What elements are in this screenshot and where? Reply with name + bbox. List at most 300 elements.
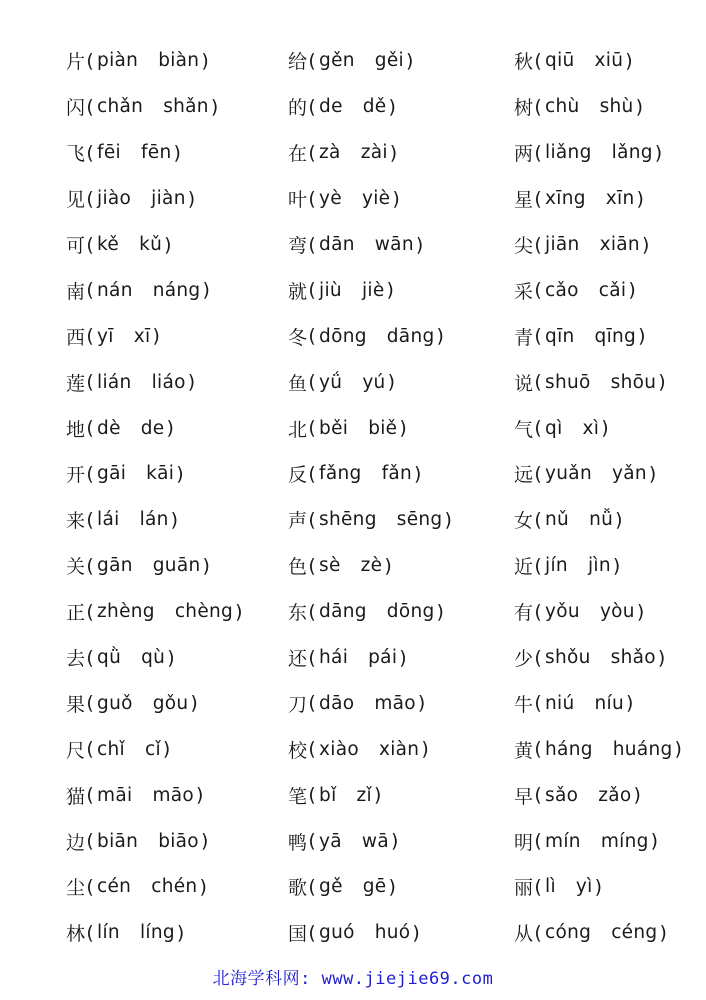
close-paren: ) (176, 921, 185, 944)
hanzi-character: 片 (66, 51, 86, 74)
pinyin-entry (288, 313, 452, 359)
hanzi-character: 还 (288, 648, 308, 671)
pinyin-entry (66, 680, 243, 726)
hanzi-character: 采 (514, 280, 534, 303)
open-paren: ( (86, 95, 95, 118)
pinyin-option-a: lì (545, 876, 556, 898)
pinyin-option-a: xīng (545, 188, 586, 210)
close-paren: ) (173, 141, 182, 164)
pinyin-option-a: fēi (97, 142, 121, 164)
pinyin-option-b: yú (362, 371, 386, 393)
pinyin-entry (66, 910, 243, 956)
pinyin-option-a: lián (97, 371, 132, 393)
pinyin-option-b: dōng (386, 601, 435, 623)
pinyin-option-a: chǐ (97, 738, 125, 760)
pinyin-option-a: yuǎn (545, 463, 592, 485)
pinyin-option-a: hái (319, 647, 349, 669)
hanzi-character: 早 (514, 785, 534, 808)
pinyin-option-b: gǒu (152, 692, 189, 714)
pinyin-option-a: shuō (545, 371, 591, 393)
open-paren: ( (308, 462, 317, 485)
hanzi-character: 星 (514, 189, 534, 212)
close-paren: ) (170, 508, 179, 531)
hanzi-character: 给 (288, 51, 308, 74)
close-paren: ) (657, 646, 666, 669)
close-paren: ) (210, 95, 219, 118)
close-paren: ) (636, 600, 645, 623)
pinyin-option-b: xī (133, 325, 151, 347)
pinyin-option-a: cóng (545, 922, 592, 944)
pinyin-entry (288, 772, 452, 818)
hanzi-character: 气 (514, 418, 534, 441)
pinyin-option-b: zài (360, 142, 388, 164)
pinyin-entry (66, 589, 243, 635)
pinyin-option-b: qīng (594, 325, 637, 347)
pinyin-option-b: xì (582, 417, 600, 439)
pinyin-option-b: náng (152, 279, 201, 301)
pinyin-entry (66, 176, 243, 222)
hanzi-character: 的 (288, 97, 308, 120)
pinyin-entry (514, 359, 682, 405)
close-paren: ) (387, 371, 396, 394)
pinyin-entry (288, 359, 452, 405)
open-paren: ( (308, 141, 317, 164)
open-paren: ( (534, 875, 543, 898)
close-paren: ) (392, 187, 401, 210)
pinyin-option-b: cǎi (598, 279, 627, 301)
close-paren: ) (388, 875, 397, 898)
pinyin-option-a: běi (319, 417, 349, 439)
open-paren: ( (308, 95, 317, 118)
pinyin-entry (288, 497, 452, 543)
close-paren: ) (659, 921, 668, 944)
close-paren: ) (389, 141, 398, 164)
close-paren: ) (636, 187, 645, 210)
hanzi-character: 笔 (288, 785, 308, 808)
pinyin-option-b: níu (594, 692, 625, 714)
pinyin-entry (66, 543, 243, 589)
open-paren: ( (86, 49, 95, 72)
open-paren: ( (534, 784, 543, 807)
open-paren: ( (308, 784, 317, 807)
open-paren: ( (308, 233, 317, 256)
pinyin-option-a: yǘ (319, 371, 343, 393)
open-paren: ( (86, 508, 95, 531)
hanzi-character: 秋 (514, 51, 534, 74)
open-paren: ( (308, 600, 317, 623)
close-paren: ) (384, 554, 393, 577)
open-paren: ( (308, 692, 317, 715)
close-paren: ) (412, 921, 421, 944)
close-paren: ) (202, 554, 211, 577)
pinyin-option-a: jiào (97, 188, 132, 210)
hanzi-character: 东 (288, 602, 308, 625)
pinyin-entry (514, 680, 682, 726)
pinyin-option-b: kāi (146, 463, 175, 485)
pinyin-option-b: dě (362, 96, 387, 118)
pinyin-entry (66, 864, 243, 910)
pinyin-entry (514, 635, 682, 681)
hanzi-character: 声 (288, 510, 308, 533)
pinyin-entry (288, 405, 452, 451)
pinyin-option-b: dāng (386, 325, 435, 347)
pinyin-option-b: nǚ (589, 509, 614, 531)
close-paren: ) (654, 141, 663, 164)
close-paren: ) (399, 417, 408, 440)
pinyin-option-b: céng (611, 922, 658, 944)
hanzi-character: 有 (514, 602, 534, 625)
open-paren: ( (534, 921, 543, 944)
hanzi-character: 边 (66, 831, 86, 854)
close-paren: ) (615, 508, 623, 531)
pinyin-option-a: gān (97, 555, 133, 577)
pinyin-entry (514, 38, 682, 84)
pinyin-option-b: jiàn (151, 188, 186, 210)
pinyin-option-a: fǎng (319, 463, 362, 485)
pinyin-option-a: sǎo (545, 784, 579, 806)
open-paren: ( (308, 371, 317, 394)
hanzi-character: 闪 (66, 97, 86, 120)
open-paren: ( (534, 233, 543, 256)
hanzi-character: 色 (288, 556, 308, 579)
pinyin-option-b: yì (575, 876, 593, 898)
open-paren: ( (308, 417, 317, 440)
open-paren: ( (86, 921, 95, 944)
close-paren: ) (601, 417, 609, 440)
close-paren: ) (674, 738, 683, 761)
pinyin-entry (514, 405, 682, 451)
open-paren: ( (534, 279, 543, 302)
pinyin-option-b: shōu (610, 371, 657, 393)
pinyin-entry (514, 910, 682, 956)
pinyin-option-a: qīn (545, 325, 575, 347)
close-paren: ) (152, 325, 161, 348)
pinyin-option-b: xīn (605, 188, 635, 210)
close-paren: ) (633, 784, 642, 807)
open-paren: ( (86, 417, 95, 440)
hanzi-character: 近 (514, 556, 534, 579)
hanzi-character: 说 (514, 372, 534, 395)
open-paren: ( (86, 738, 95, 761)
pinyin-option-a: háng (545, 738, 593, 760)
close-paren: ) (594, 875, 603, 898)
close-paren: ) (635, 95, 644, 118)
hanzi-character: 来 (66, 510, 86, 533)
pinyin-entry (288, 910, 452, 956)
pinyin-option-b: shù (599, 96, 634, 118)
open-paren: ( (86, 875, 95, 898)
pinyin-option-b: zè (360, 555, 383, 577)
pinyin-option-a: biān (97, 830, 139, 852)
pinyin-entry (66, 772, 243, 818)
open-paren: ( (534, 508, 543, 531)
pinyin-option-a: chǎn (97, 96, 144, 118)
pinyin-option-a: zà (319, 142, 341, 164)
open-paren: ( (534, 600, 543, 623)
open-paren: ( (86, 141, 95, 164)
close-paren: ) (414, 462, 422, 485)
pinyin-option-a: chù (545, 96, 580, 118)
pinyin-entry (288, 222, 452, 268)
close-paren: ) (388, 95, 397, 118)
hanzi-character: 国 (288, 923, 308, 946)
pinyin-option-b: kǔ (139, 234, 163, 255)
close-paren: ) (167, 646, 175, 669)
open-paren: ( (308, 875, 317, 898)
hanzi-character: 开 (66, 464, 86, 487)
hanzi-character: 北 (288, 418, 308, 441)
pinyin-option-a: yè (319, 188, 342, 210)
pinyin-entry (288, 130, 452, 176)
pinyin-option-b: líng (139, 922, 175, 944)
pinyin-option-b: yiè (361, 188, 391, 210)
pinyin-entry (514, 726, 682, 772)
close-paren: ) (166, 417, 175, 440)
open-paren: ( (534, 371, 543, 394)
pinyin-entry (288, 543, 452, 589)
pinyin-option-b: zǎo (598, 784, 632, 806)
pinyin-option-b: wān (374, 234, 414, 255)
close-paren: ) (641, 233, 650, 256)
pinyin-entry (514, 267, 682, 313)
pinyin-entry (288, 38, 452, 84)
close-paren: ) (399, 646, 407, 669)
pinyin-option-a: piàn (97, 50, 139, 72)
pinyin-option-b: shǎn (163, 96, 209, 118)
open-paren: ( (534, 830, 543, 853)
hanzi-character: 明 (514, 831, 534, 854)
close-paren: ) (187, 371, 196, 394)
pinyin-option-b: xiàn (378, 738, 420, 760)
close-paren: ) (176, 462, 184, 485)
pinyin-option-b: biě (368, 417, 398, 439)
close-paren: ) (628, 279, 637, 302)
close-paren: ) (648, 462, 657, 485)
close-paren: ) (162, 738, 171, 761)
hanzi-character: 青 (514, 326, 534, 349)
pinyin-option-b: lán (139, 509, 169, 531)
pinyin-option-b: chèng (174, 601, 234, 623)
close-paren: ) (625, 49, 633, 72)
open-paren: ( (534, 417, 543, 440)
pinyin-option-a: yī (97, 325, 114, 347)
pinyin-entry (66, 726, 243, 772)
footer-website: 北海学科网: www.jiejie69.com (212, 969, 494, 989)
pinyin-entry (514, 543, 682, 589)
hanzi-character: 鸭 (288, 831, 308, 854)
pinyin-option-b: huó (374, 922, 411, 944)
pinyin-option-a: gěn (319, 50, 355, 72)
hanzi-character: 尖 (514, 235, 534, 257)
open-paren: ( (308, 508, 317, 531)
open-paren: ( (534, 692, 543, 715)
hanzi-character: 见 (66, 189, 86, 212)
open-paren: ( (308, 279, 317, 302)
hanzi-character: 校 (288, 739, 308, 762)
close-paren: ) (405, 49, 414, 72)
pinyin-option-b: xiān (599, 234, 640, 255)
close-paren: ) (612, 554, 621, 577)
hanzi-character: 林 (66, 923, 86, 946)
pinyin-option-a: qiū (545, 50, 575, 72)
pinyin-option-b: māo (374, 692, 416, 714)
open-paren: ( (86, 554, 95, 577)
pinyin-entry (514, 589, 682, 635)
pinyin-option-a: liǎng (545, 142, 592, 164)
pinyin-entry (288, 680, 452, 726)
open-paren: ( (86, 187, 95, 210)
pinyin-entry (288, 726, 452, 772)
column-2 (288, 38, 452, 956)
pinyin-entry (66, 405, 243, 451)
pinyin-option-b: jìn (587, 555, 611, 577)
hanzi-character: 地 (66, 418, 86, 441)
pinyin-option-a: mín (545, 830, 581, 852)
hanzi-character: 去 (66, 648, 86, 671)
close-paren: ) (421, 738, 430, 761)
pinyin-option-b: qù (141, 647, 166, 669)
pinyin-option-a: dāo (319, 692, 355, 714)
pinyin-entry (66, 635, 243, 681)
pinyin-option-a: niú (545, 692, 575, 714)
pinyin-option-a: lái (97, 509, 120, 531)
hanzi-character: 反 (288, 464, 308, 487)
close-paren: ) (201, 49, 210, 72)
close-paren: ) (373, 784, 382, 807)
pinyin-option-a: shǒu (545, 647, 591, 669)
open-paren: ( (86, 646, 95, 669)
pinyin-option-b: huáng (612, 738, 673, 760)
pinyin-entry (66, 359, 243, 405)
hanzi-character: 正 (66, 602, 86, 625)
pinyin-entry (288, 451, 452, 497)
pinyin-entry (66, 222, 243, 268)
hanzi-character: 少 (514, 648, 534, 671)
pinyin-entry (66, 497, 243, 543)
hanzi-character: 树 (514, 97, 534, 120)
hanzi-character: 可 (66, 235, 86, 257)
pinyin-entry (288, 864, 452, 910)
pinyin-option-a: dān (319, 234, 355, 255)
pinyin-option-b: pái (368, 647, 398, 669)
pinyin-option-a: shēng (319, 509, 377, 531)
close-paren: ) (436, 600, 445, 623)
hanzi-character: 叶 (288, 189, 308, 212)
open-paren: ( (534, 95, 543, 118)
open-paren: ( (86, 279, 95, 302)
open-paren: ( (308, 830, 317, 853)
column-3 (514, 38, 682, 956)
close-paren: ) (626, 692, 634, 715)
pinyin-option-b: lǎng (611, 142, 653, 164)
close-paren: ) (415, 233, 424, 256)
open-paren: ( (86, 233, 95, 256)
open-paren: ( (308, 738, 317, 761)
pinyin-option-a: de (319, 96, 343, 118)
close-paren: ) (235, 600, 243, 623)
pinyin-entry (288, 84, 452, 130)
close-paren: ) (199, 875, 208, 898)
pinyin-entry (288, 635, 452, 681)
pinyin-option-a: cǎo (545, 279, 579, 301)
pinyin-entry (288, 589, 452, 635)
pinyin-entry (514, 864, 682, 910)
pinyin-option-b: biāo (158, 830, 199, 852)
open-paren: ( (534, 646, 543, 669)
open-paren: ( (534, 462, 543, 485)
pinyin-option-b: guān (152, 555, 201, 577)
open-paren: ( (534, 187, 543, 210)
open-paren: ( (86, 325, 95, 348)
pinyin-option-b: míng (600, 830, 649, 852)
open-paren: ( (534, 554, 543, 577)
hanzi-character: 女 (514, 510, 534, 533)
hanzi-character: 西 (66, 326, 86, 349)
hanzi-character: 南 (66, 280, 86, 303)
hanzi-character: 两 (514, 143, 534, 166)
open-paren: ( (86, 371, 95, 394)
pinyin-option-a: zhèng (97, 601, 155, 623)
pinyin-entry (514, 176, 682, 222)
pinyin-option-b: chén (151, 876, 198, 898)
close-paren: ) (386, 279, 395, 302)
pinyin-option-a: gāi (97, 463, 127, 485)
hanzi-character: 歌 (288, 877, 308, 900)
pinyin-option-b: fēn (140, 142, 172, 164)
pinyin-option-b: māo (152, 784, 195, 806)
hanzi-character: 在 (288, 143, 308, 166)
open-paren: ( (308, 554, 317, 577)
open-paren: ( (308, 187, 317, 210)
close-paren: ) (436, 325, 445, 348)
hanzi-character: 刀 (288, 693, 308, 716)
open-paren: ( (86, 462, 95, 485)
close-paren: ) (650, 830, 659, 853)
pinyin-option-a: jín (545, 555, 568, 577)
open-paren: ( (534, 325, 543, 348)
pinyin-option-b: zǐ (356, 784, 372, 806)
open-paren: ( (86, 830, 95, 853)
pinyin-entry (514, 451, 682, 497)
pinyin-entry (514, 130, 682, 176)
pinyin-option-b: jiè (361, 279, 385, 301)
open-paren: ( (534, 49, 543, 72)
hanzi-character: 丽 (514, 877, 534, 900)
pinyin-option-a: gě (319, 876, 343, 898)
close-paren: ) (202, 279, 211, 302)
pinyin-option-b: shǎo (610, 647, 656, 669)
pinyin-entry (514, 222, 682, 268)
pinyin-option-a: yǒu (545, 601, 580, 623)
open-paren: ( (86, 784, 95, 807)
close-paren: ) (658, 371, 666, 394)
pinyin-option-b: yòu (599, 601, 635, 623)
close-paren: ) (196, 784, 204, 807)
pinyin-entry (514, 84, 682, 130)
close-paren: ) (190, 692, 199, 715)
open-paren: ( (86, 692, 95, 715)
close-paren: ) (187, 187, 196, 210)
hanzi-character: 黄 (514, 739, 534, 762)
pinyin-option-b: wā (361, 830, 389, 852)
pinyin-option-a: dè (97, 417, 121, 439)
pinyin-option-a: dāng (319, 601, 367, 623)
pinyin-option-a: qì (545, 417, 563, 439)
hanzi-character: 就 (288, 280, 308, 303)
open-paren: ( (534, 141, 543, 164)
hanzi-character: 远 (514, 464, 534, 487)
pinyin-option-b: liáo (151, 371, 186, 393)
